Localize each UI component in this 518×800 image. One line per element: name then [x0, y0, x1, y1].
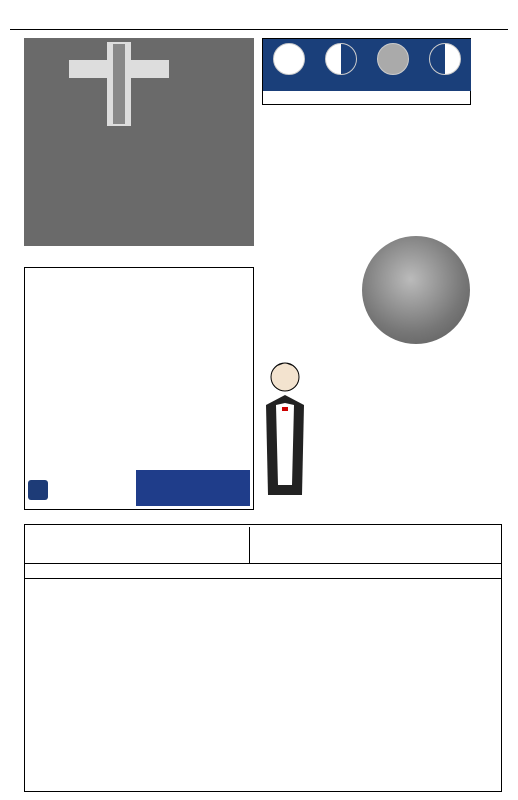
- last-quarter-moon-icon: [325, 43, 357, 75]
- page-header: [10, 6, 508, 30]
- day-header-wednesday: [215, 564, 310, 578]
- day-header-friday: [406, 564, 501, 578]
- eagle-icon: [28, 480, 48, 500]
- vampire-cartoon-icon: [262, 345, 308, 505]
- moon-phase-full: [263, 39, 315, 91]
- first-quarter-date: [419, 92, 471, 105]
- full-moon-date: [263, 92, 315, 105]
- new-moon-icon: [377, 43, 409, 75]
- day-header-tuesday: [120, 564, 215, 578]
- calendar-day-headers: [25, 563, 501, 579]
- activity-calendar: [24, 524, 502, 792]
- moon-phases-box: [262, 38, 471, 105]
- moon-article: [262, 108, 471, 109]
- moon-phase-new: [367, 39, 419, 91]
- day-header-thursday: [311, 564, 406, 578]
- calendar-info: [249, 527, 501, 563]
- day-header-monday: [25, 564, 120, 578]
- blood-body: [312, 376, 502, 385]
- be-alert-box: [136, 470, 250, 506]
- new-moon-date: [367, 92, 419, 105]
- last-quarter-date: [315, 92, 367, 105]
- full-moon-icon: [273, 43, 305, 75]
- moon-phase-first-quarter: [419, 39, 471, 91]
- moon-phase-last-quarter: [315, 39, 367, 91]
- first-quarter-moon-icon: [429, 43, 461, 75]
- cross-logo-icon: [64, 42, 174, 126]
- christian-politi-talk-ad[interactable]: [24, 38, 254, 246]
- usps-logo: [28, 478, 132, 506]
- sturgeon-image: [362, 236, 470, 344]
